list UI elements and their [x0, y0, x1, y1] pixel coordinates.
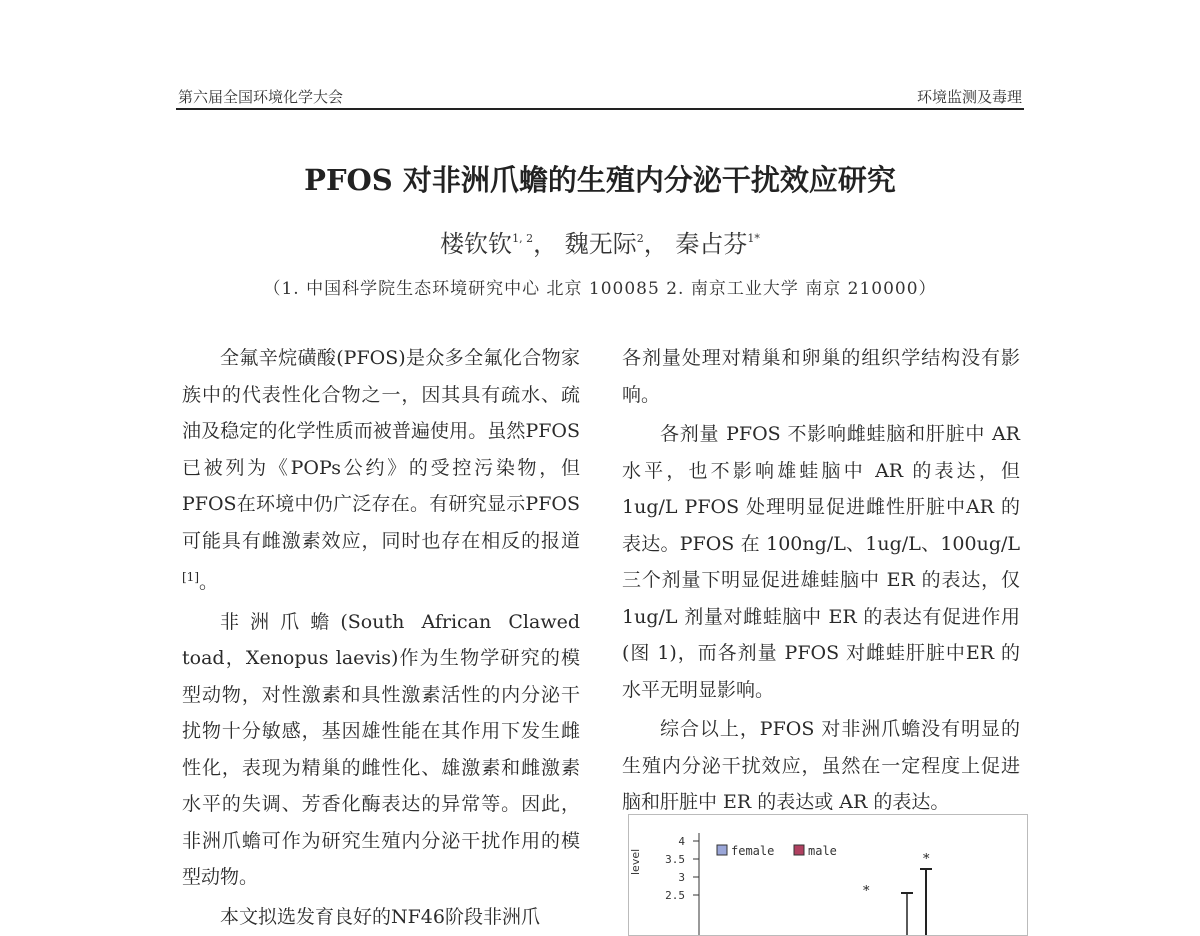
- y-tick-label: 3.5: [665, 853, 685, 866]
- y-ticks-group: [665, 835, 699, 902]
- legend-swatch-male: [794, 845, 804, 855]
- affiliation-line: （1. 中国科学院生态环境研究中心 北京 100085 2. 南京工业大学 南京 210000）: [263, 279, 937, 299]
- legend-label-male: male: [808, 844, 837, 858]
- author-affil-mark: 2: [636, 232, 644, 245]
- significance-marker: *: [923, 852, 930, 867]
- citation-ref: [1]: [182, 570, 199, 584]
- paragraph: 各剂量处理对精巢和卵巢的组织学结构没有影响。: [622, 347, 1020, 406]
- author-affil-mark: 1*: [747, 232, 760, 245]
- running-header-left: 第六届全国环境化学大会: [178, 88, 344, 106]
- y-tick-label: 4: [678, 835, 685, 848]
- author-list: [0, 224, 1200, 259]
- paragraph-end: 。: [199, 571, 219, 593]
- y-axis-label: level: [629, 848, 642, 875]
- paragraph: 本文拟选发育良好的NF46阶段非洲爪: [220, 905, 540, 928]
- paragraph: 综合以上，PFOS 对非洲爪蟾没有明显的生殖内分泌干扰效应，虽然在一定程度上促进脑和肝脏中 ER 的表达或 AR 的表达。: [622, 718, 1020, 813]
- body-column-right: [622, 340, 1020, 821]
- legend-swatch-female: [717, 845, 727, 855]
- paragraph-text: 全氟辛烷磺酸(PFOS)是众多全氟化合物家族中的代表性化合物之一，因其具有疏水、疏油及稳定的化学性质而被普遍使用。虽然PFOS已被列为《POPs公约》的受控污染物，但PFOS在环境中仍广泛存在。有研究显示PFOS可能具有雌激素效应，同时也存在相反的报道: [182, 347, 580, 552]
- author-name: 秦占芬: [675, 230, 748, 258]
- author-separator: ，: [643, 230, 668, 258]
- body-column-left: [182, 340, 580, 935]
- author-affil-mark: 1, 2: [512, 232, 534, 245]
- y-tick-label: 2.5: [665, 889, 685, 902]
- author-name: 楼钦钦: [440, 230, 513, 258]
- paragraph: 非洲爪蟾(South African Clawed toad，Xenopus laevis)作为生物学研究的模型动物，对性激素和具性激素活性的内分泌干扰物十分敏感，基因雄性能在其作用下发生雌性化，表现为精巢的雌性化、雄激素和雌激素水平的失调、芳香化酶表达的异常等。因此，非洲爪蟾可作为研究生殖内分泌干扰作用的模型动物。: [182, 610, 580, 888]
- y-tick-label: 3: [678, 871, 685, 884]
- significance-marker: *: [863, 884, 870, 899]
- figure-1-chart: [628, 814, 1028, 936]
- paragraph: [182, 340, 580, 601]
- header-rule: [176, 108, 1024, 110]
- paragraph: 各剂量 PFOS 不影响雌蛙脑和肝脏中 AR 水平，也不影响雄蛙脑中 AR 的表达，但1ug/L PFOS 处理明显促进雌性肝脏中AR 的表达。PFOS 在 100ng/L、1ug/L、100ug/L 三个剂量下明显促进雄蛙脑中 ER 的表达，仅 1ug/L 剂量对雌蛙脑中 ER 的表达有促进作用(图 1)，而各剂量 PFOS 对雌蛙肝脏中ER 的水平无明显影响。: [622, 423, 1020, 701]
- author-separator: ，: [533, 230, 558, 258]
- running-header-right: 环境监测及毒理: [916, 88, 1022, 106]
- author-name: 魏无际: [564, 230, 637, 258]
- paper-title: PFOS 对非洲爪蟾的生殖内分泌干扰效应研究: [304, 163, 896, 197]
- chart-svg: [629, 815, 1027, 935]
- legend-label-female: female: [731, 844, 775, 858]
